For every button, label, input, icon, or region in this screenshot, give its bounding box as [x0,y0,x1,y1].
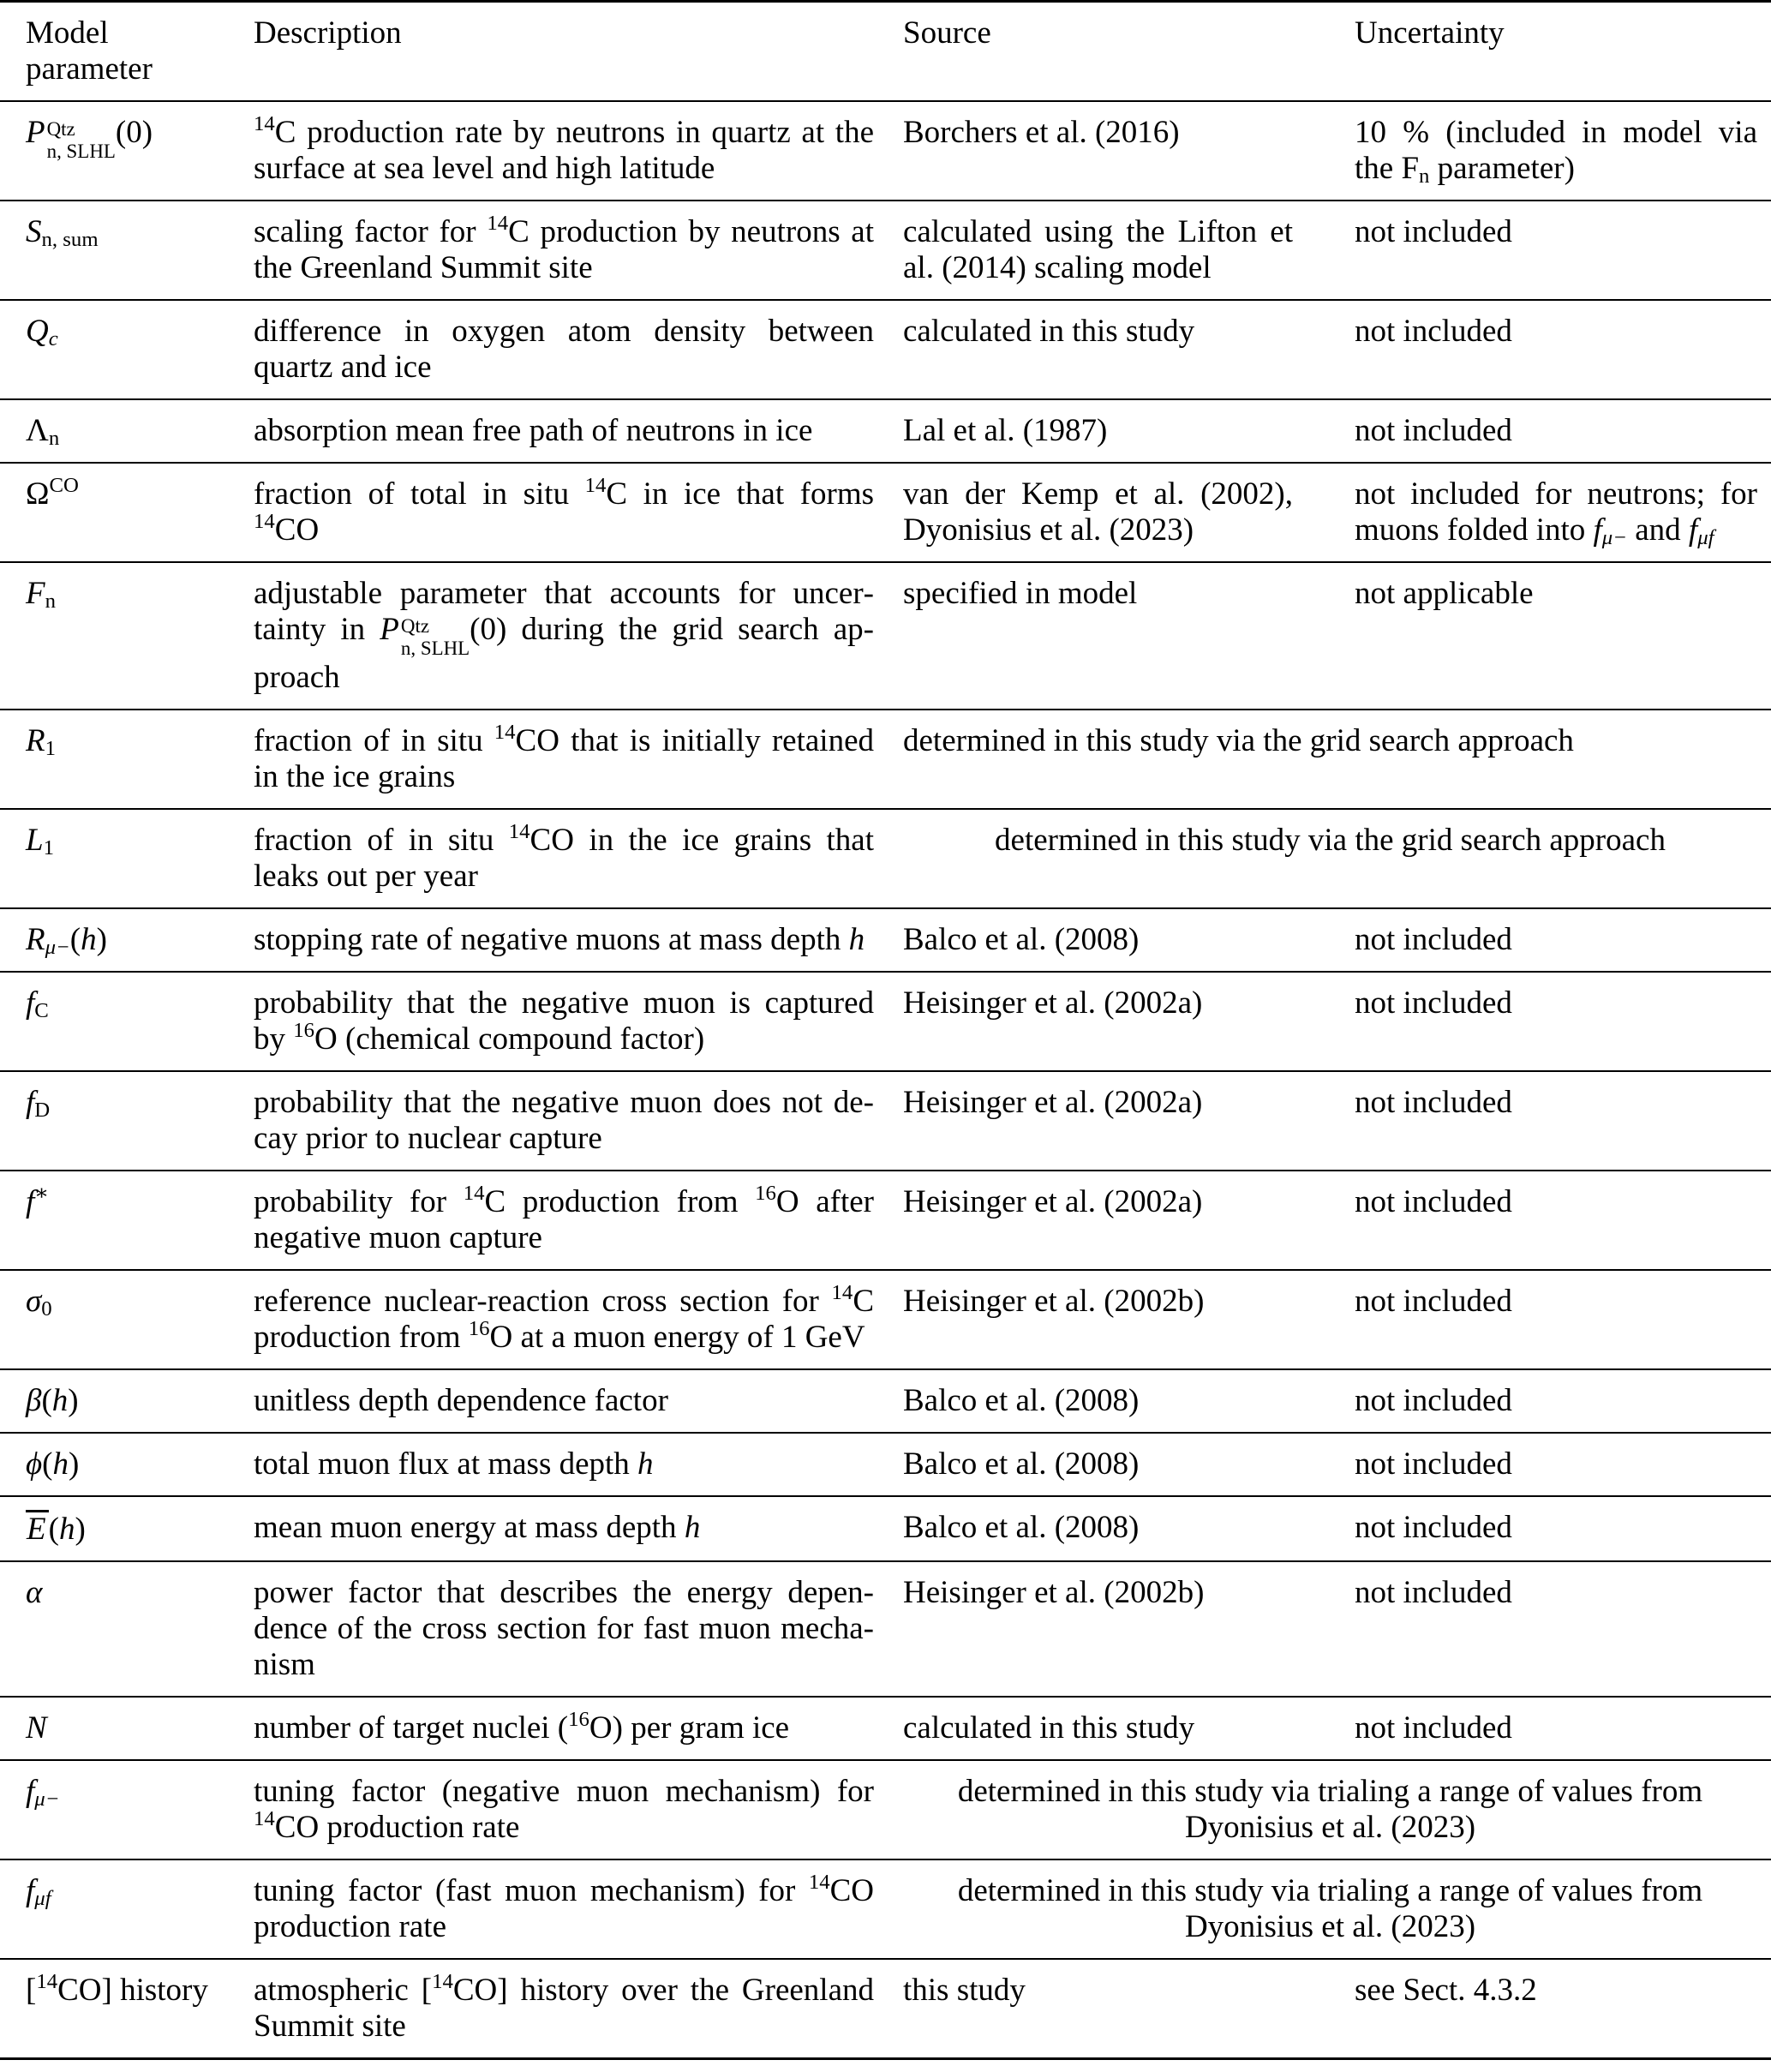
param-cell: L1 [26,822,54,860]
column-header-model-parameter [0,2,254,102]
source-cell: calculated using the Lifton et al. (2014) scaling model [903,214,1293,285]
source-cell: specified in model [903,576,1138,611]
description-cell: atmospheric [$^{14}$CO] history over the Greenland Summit site [254,1969,874,2044]
uncertainty-cell: not included [1355,1446,1512,1482]
table-row [0,1859,1771,1959]
column-header-source: Source [903,15,991,51]
param-cell: P Qtz n, SLHL (0) [26,115,153,162]
uncertainty-cell: not included [1355,1283,1512,1319]
table-row [0,710,1771,809]
description-cell: tuning factor (negative muon mechanism) for $^{14}$CO production rate [254,1773,874,1845]
table-row [0,201,1771,300]
table-row [0,1270,1771,1369]
param-cell: Sn, sum [26,214,99,252]
uncertainty-cell: not included [1355,1183,1512,1219]
description-cell: fraction of in situ $^{14}$CO that is initially retained in the ice grains [254,720,875,794]
table-row [0,101,1771,201]
column-header-model-parameter-label: Model parameter [26,15,153,87]
source-uncertainty-merged-cell: determined in this study via trialing a range of values from Dyonisius et al. (2023) [957,1872,1703,1944]
column-header-uncertainty: Uncertainty [1355,15,1505,51]
param-cell: [$^{14}$CO] history [26,1969,208,2008]
description-cell: reference nuclear-reaction cross section for $^{14}$C production from $^{16}$O at a muon energy of 1 GeV [254,1280,874,1355]
table-row [0,300,1771,399]
table-row [0,463,1771,562]
param-cell: β(h) [26,1382,79,1418]
uncertainty-cell: 10 % (included in model via the Fn parameter) [1355,115,1757,189]
uncertainty-cell: see Sect. 4.3.2 [1355,1972,1537,2008]
table-row [0,1433,1771,1496]
param-cell: $\Omega^{CO}$ [26,474,79,512]
param-cell: α [26,1574,43,1610]
uncertainty-cell: not included [1355,214,1512,249]
description-cell: unitless depth dependence factor [254,1382,668,1418]
param-cell: ϕ(h) [26,1446,80,1482]
source-uncertainty-merged-cell: determined in this study via the grid search approach [995,822,1666,858]
description-cell: fraction of total in situ $^{14}$C in ice that forms $^{14}$CO [254,474,874,548]
description-cell: probability that the negative muon does not decay prior to nuclear capture [254,1084,874,1156]
table-row [0,1959,1771,2059]
uncertainty-cell: not included [1355,314,1512,349]
param-cell: σ0 [26,1283,52,1321]
uncertainty-cell: not included [1355,1574,1512,1610]
source-cell: Heisinger et al. (2002b) [903,1574,1205,1610]
source-cell: Heisinger et al. (2002a) [903,985,1203,1021]
description-cell: $^{14}$C production rate by neutrons in quartz at the surface at sea level and high latitude [254,112,874,186]
description-cell: mean muon energy at mass depth h [254,1509,701,1545]
param-cell: f∗ [26,1181,50,1219]
table-row [0,972,1771,1071]
table-row [0,1496,1771,1561]
param-cell: E(h) [27,1511,86,1547]
source-cell: Balco et al. (2008) [903,1509,1140,1545]
description-cell: absorption mean free path of neutrons in ice [254,413,813,448]
source-uncertainty-merged-cell: determined in this study via the grid search approach [903,722,1574,758]
table-row [0,908,1771,972]
param-cell: Fn [26,576,56,614]
param-cell: Qc [26,314,58,351]
superscript-subscript-stack: Qtz n, SLHL [400,615,470,659]
description-cell: adjustable parameter that accounts for uncertainty in P Qtz n, SLHL (0) during the grid search approach [254,576,874,695]
uncertainty-cell: not included for neutrons; for muons folded into fμ− and fμf [1355,476,1757,550]
table-row [0,399,1771,463]
param-cell: fμ− [26,1773,60,1812]
superscript-subscript-stack: Qtz n, SLHL [46,118,116,162]
table-row [0,809,1771,908]
source-uncertainty-merged-cell: determined in this study via trialing a range of values from Dyonisius et al. (2023) [957,1773,1703,1845]
source-cell: Balco et al. (2008) [903,1446,1140,1482]
param-cell: N [26,1710,47,1746]
source-cell: calculated in this study [903,1710,1195,1746]
param-cell: fC [26,985,49,1023]
source-cell: Lal et al. (1987) [903,413,1108,448]
description-cell: number of target nuclei ($^{16}$O) per gram ice [254,1707,790,1746]
uncertainty-cell: not included [1355,921,1512,957]
description-cell: probability for $^{14}$C production from $^{16}$O after negative muon capture [254,1181,874,1255]
description-cell: fraction of in situ $^{14}$CO in the ice grains that leaks out per year [254,819,874,894]
table-row [0,1697,1771,1760]
uncertainty-cell: not included [1355,1084,1512,1120]
source-cell: calculated in this study [903,314,1195,349]
uncertainty-cell: not included [1355,1710,1512,1746]
param-cell: fD [26,1084,51,1123]
table-row [0,1171,1771,1270]
source-cell: van der Kemp et al. (2002), Dyonisius et al. (2023) [903,476,1293,548]
description-cell: power factor that describes the energy dependence of the cross section for fast muon mechanism [254,1574,874,1682]
param-cell: R1 [26,722,56,761]
uncertainty-cell: not included [1355,1382,1512,1418]
table-row [0,562,1771,710]
description-cell: difference in oxygen atom density between quartz and ice [254,314,874,385]
uncertainty-cell: not included [1355,413,1512,448]
param-cell: Rμ−(h) [26,921,107,960]
column-header-description: Description [254,15,402,51]
table-row [0,1561,1771,1697]
description-cell: scaling factor for $^{14}$C production by neutrons at the Greenland Summit site [254,212,874,285]
source-cell: this study [903,1972,1026,2008]
param-cell: fμf [26,1872,51,1911]
param-cell: Λn [26,413,60,451]
table-row [0,1760,1771,1859]
source-cell: Heisinger et al. (2002a) [903,1084,1203,1120]
source-cell: Heisinger et al. (2002a) [903,1183,1203,1219]
uncertainty-cell: not applicable [1355,576,1534,611]
table-row [0,1071,1771,1171]
description-cell: total muon flux at mass depth h [254,1446,654,1482]
description-cell: probability that the negative muon is captured by $^{16}$O (chemical compound factor) [254,985,874,1057]
uncertainty-cell: not included [1355,1509,1512,1545]
source-cell: Heisinger et al. (2002b) [903,1283,1205,1319]
header-row [0,2,1771,102]
uncertainty-cell: not included [1355,985,1512,1021]
source-cell: Balco et al. (2008) [903,921,1140,957]
description-cell: stopping rate of negative muons at mass depth h [254,921,865,957]
table-row [0,1369,1771,1433]
description-cell: tuning factor (fast muon mechanism) for $^{14}$CO production rate [254,1870,874,1944]
source-cell: Borchers et al. (2016) [903,115,1180,150]
source-cell: Balco et al. (2008) [903,1382,1140,1418]
